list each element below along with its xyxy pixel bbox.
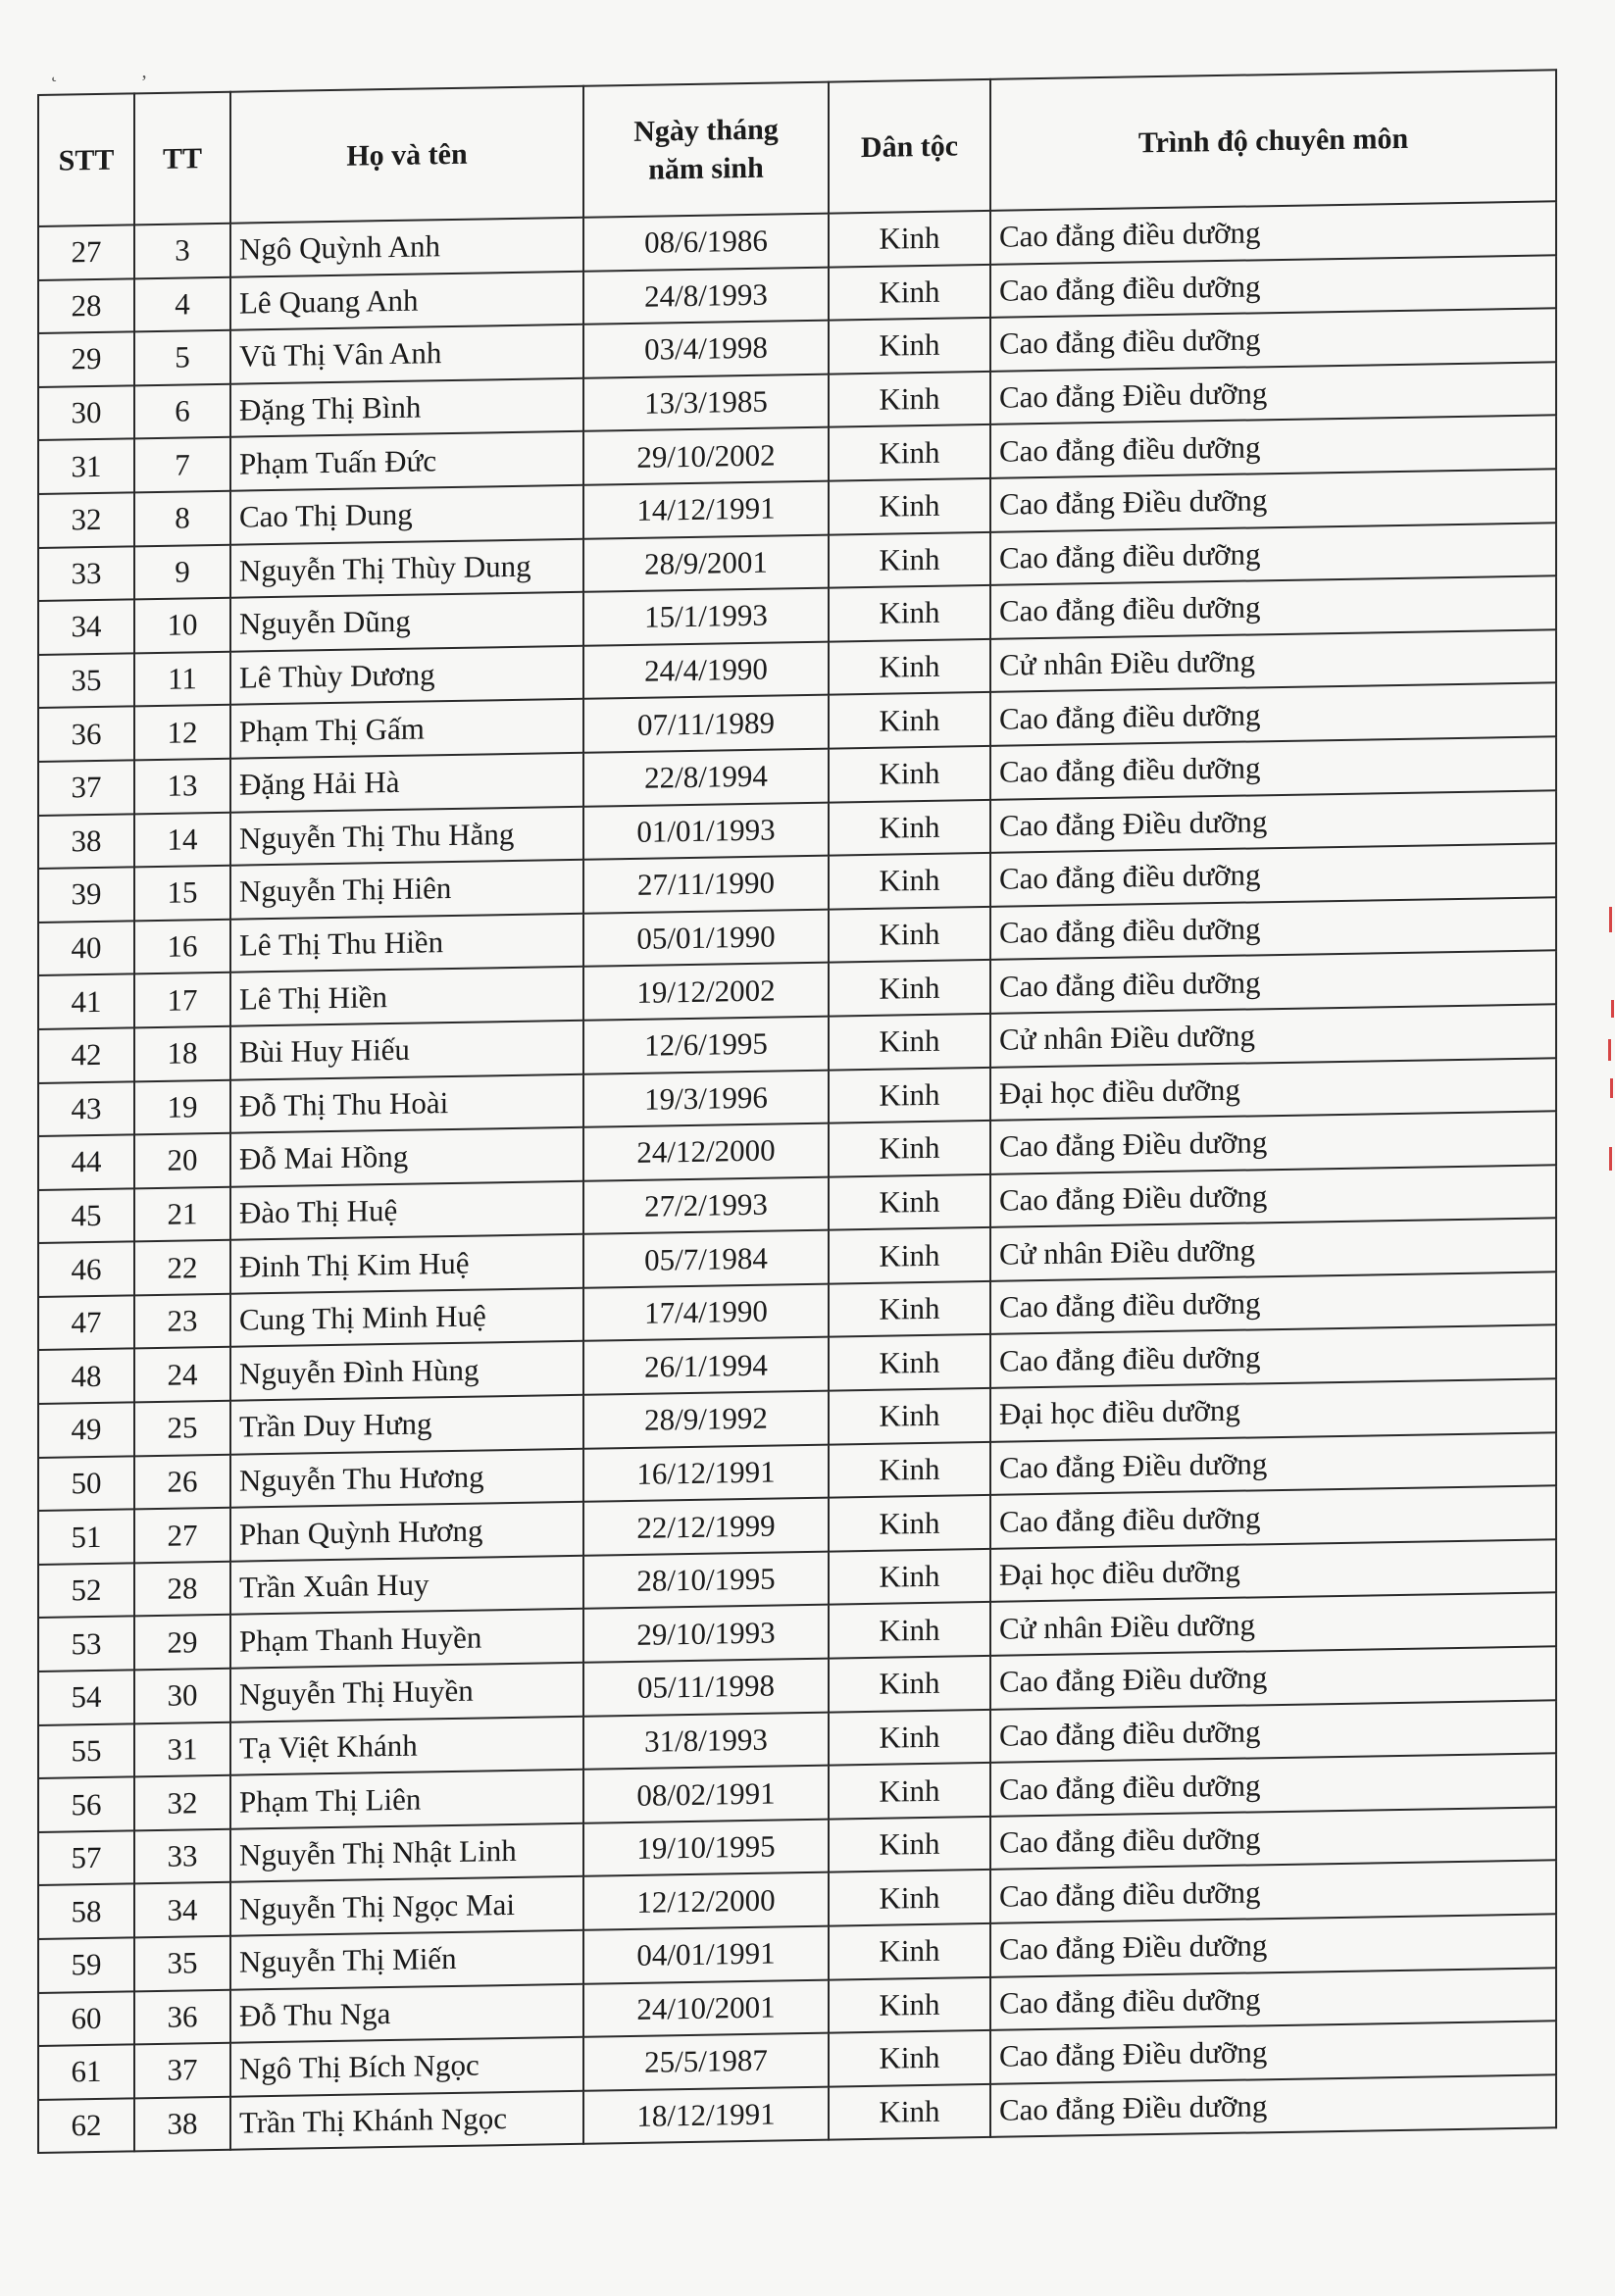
cell-dob: 31/8/1993: [583, 1712, 829, 1770]
cell-ethnicity: Kinh: [829, 1656, 990, 1712]
cell-dob: 28/9/2001: [583, 534, 829, 592]
cell-tt: 13: [134, 759, 230, 814]
cell-name: Phạm Thị Liên: [230, 1770, 583, 1829]
cell-tt: 14: [134, 812, 230, 867]
cell-stt: 58: [38, 1884, 134, 1939]
cell-qualification: Cử nhân Điều dưỡng: [990, 629, 1556, 692]
cell-ethnicity: Kinh: [829, 1442, 990, 1498]
cell-name: Nguyễn Thị Thu Hằng: [230, 806, 583, 866]
cell-qualification: Cao đẳng Điều dưỡng: [990, 1111, 1556, 1173]
cell-ethnicity: Kinh: [829, 1870, 990, 1925]
cell-stt: 53: [38, 1617, 134, 1672]
cell-name: Lê Quang Anh: [230, 271, 583, 330]
cell-tt: 36: [134, 1989, 230, 2044]
cell-name: Đỗ Thị Thu Hoài: [230, 1073, 583, 1133]
cell-qualification: Cử nhân Điều dưỡng: [990, 1004, 1556, 1067]
cell-ethnicity: Kinh: [829, 1602, 990, 1658]
red-edge-mark: [1609, 907, 1612, 932]
cell-stt: 49: [38, 1402, 134, 1457]
cell-stt: 55: [38, 1723, 134, 1778]
cell-ethnicity: Kinh: [829, 907, 990, 963]
cell-tt: 29: [134, 1615, 230, 1670]
cell-tt: 20: [134, 1133, 230, 1188]
cell-dob: 24/10/2001: [583, 1979, 829, 2037]
cell-tt: 26: [134, 1454, 230, 1509]
cell-tt: 28: [134, 1562, 230, 1617]
cell-ethnicity: Kinh: [829, 1388, 990, 1444]
cell-tt: 15: [134, 866, 230, 921]
cell-qualification: Cao đẳng điều dưỡng: [990, 736, 1556, 799]
cell-name: Phạm Thị Gấm: [230, 699, 583, 759]
cell-tt: 11: [134, 651, 230, 706]
cell-ethnicity: Kinh: [829, 1923, 990, 1979]
cell-tt: 6: [134, 384, 230, 439]
cell-stt: 45: [38, 1188, 134, 1243]
cell-qualification: Cao đẳng Điều dưỡng: [990, 790, 1556, 853]
cell-ethnicity: Kinh: [829, 478, 990, 534]
cell-dob: 28/10/1995: [583, 1551, 829, 1609]
cell-qualification: Cao đẳng điều dưỡng: [990, 897, 1556, 960]
cell-name: Trần Thị Khánh Ngọc: [230, 2091, 583, 2151]
cell-stt: 41: [38, 974, 134, 1029]
cell-dob: 29/10/1993: [583, 1605, 829, 1663]
cell-tt: 9: [134, 544, 230, 599]
cell-tt: 5: [134, 330, 230, 385]
cell-ethnicity: Kinh: [829, 1763, 990, 1819]
cell-stt: 52: [38, 1563, 134, 1618]
header-dob: [583, 82, 829, 218]
cell-dob: 24/12/2000: [583, 1123, 829, 1181]
cell-qualification: Cao đẳng Điều dưỡng: [990, 1914, 1556, 1976]
cell-stt: 59: [38, 1937, 134, 1992]
cell-name: Nguyễn Thị Huyền: [230, 1663, 583, 1722]
cell-name: Nguyễn Dũng: [230, 592, 583, 652]
cell-ethnicity: Kinh: [829, 853, 990, 909]
cell-tt: 19: [134, 1079, 230, 1134]
cell-qualification: Đại học điều dưỡng: [990, 1378, 1556, 1441]
cell-ethnicity: Kinh: [829, 1976, 990, 2032]
cell-stt: 33: [38, 546, 134, 601]
cell-qualification: Cao đẳng điều dưỡng: [990, 1754, 1556, 1817]
cell-stt: 60: [38, 1991, 134, 2046]
cell-tt: 16: [134, 919, 230, 973]
cell-name: Vũ Thị Vân Anh: [230, 324, 583, 384]
header-tt: TT: [134, 92, 230, 225]
cell-ethnicity: Kinh: [829, 1014, 990, 1070]
cell-ethnicity: Kinh: [829, 1549, 990, 1605]
cell-qualification: Cao đẳng Điều dưỡng: [990, 362, 1556, 424]
cell-qualification: Đại học điều dưỡng: [990, 1539, 1556, 1602]
cell-name: Lê Thị Hiền: [230, 967, 583, 1026]
cell-qualification: Đại học điều dưỡng: [990, 1058, 1556, 1121]
cell-qualification: Cao đẳng Điều dưỡng: [990, 2074, 1556, 2137]
cell-ethnicity: Kinh: [829, 1227, 990, 1283]
cell-name: Bùi Huy Hiếu: [230, 1021, 583, 1080]
cell-dob: 19/10/1995: [583, 1819, 829, 1876]
cell-qualification: Cao đẳng điều dưỡng: [990, 201, 1556, 264]
cell-qualification: Cao đẳng điều dưỡng: [990, 1861, 1556, 1923]
cell-dob: 05/11/1998: [583, 1659, 829, 1717]
header-name: Họ và tên: [230, 86, 583, 224]
cell-stt: 38: [38, 814, 134, 869]
cell-name: Lê Thùy Dương: [230, 646, 583, 706]
staff-table: [37, 69, 1557, 2154]
header-dob-line2: năm sinh: [648, 151, 764, 186]
cell-qualification: Cao đẳng Điều dưỡng: [990, 1646, 1556, 1709]
cell-stt: 37: [38, 760, 134, 815]
cell-tt: 34: [134, 1882, 230, 1937]
cell-stt: 56: [38, 1777, 134, 1832]
cell-qualification: Cao đẳng Điều dưỡng: [990, 1165, 1556, 1227]
cell-stt: 57: [38, 1830, 134, 1885]
cell-qualification: Cao đẳng điều dưỡng: [990, 1807, 1556, 1870]
cell-qualification: Cao đẳng Điều dưỡng: [990, 1432, 1556, 1495]
cell-ethnicity: Kinh: [829, 1495, 990, 1551]
cell-tt: 7: [134, 437, 230, 492]
cell-name: Ngô Quỳnh Anh: [230, 218, 583, 277]
cell-dob: 28/9/1992: [583, 1391, 829, 1449]
cell-dob: 14/12/1991: [583, 481, 829, 539]
cell-tt: 22: [134, 1240, 230, 1295]
cell-tt: 18: [134, 1026, 230, 1081]
cell-dob: 22/12/1999: [583, 1498, 829, 1556]
cell-ethnicity: Kinh: [829, 264, 990, 320]
cell-tt: 37: [134, 2043, 230, 2098]
cell-stt: 29: [38, 332, 134, 387]
cell-stt: 40: [38, 921, 134, 975]
cell-tt: 8: [134, 491, 230, 546]
header-ethnicity: Dân tộc: [829, 79, 990, 214]
cell-stt: 27: [38, 225, 134, 279]
cell-dob: 08/6/1986: [583, 214, 829, 272]
cell-dob: 24/4/1990: [583, 641, 829, 699]
cell-stt: 43: [38, 1081, 134, 1136]
cell-stt: 39: [38, 867, 134, 922]
cell-tt: 17: [134, 973, 230, 1027]
cell-qualification: Cao đẳng điều dưỡng: [990, 575, 1556, 638]
cell-qualification: Cao đẳng điều dưỡng: [990, 1486, 1556, 1549]
cell-name: Cao Thị Dung: [230, 485, 583, 545]
cell-qualification: Cao đẳng điều dưỡng: [990, 683, 1556, 746]
cell-name: Nguyễn Thị Miến: [230, 1930, 583, 1990]
cell-dob: 19/12/2002: [583, 963, 829, 1021]
table-body: [38, 201, 1556, 2153]
cell-ethnicity: Kinh: [829, 639, 990, 695]
cell-ethnicity: Kinh: [829, 1817, 990, 1872]
scan-marks: ˛ ‚: [51, 61, 187, 82]
cell-ethnicity: Kinh: [829, 1067, 990, 1123]
cell-name: Ngô Thị Bích Ngọc: [230, 2037, 583, 2097]
cell-stt: 44: [38, 1134, 134, 1189]
cell-dob: 01/01/1993: [583, 802, 829, 860]
cell-stt: 47: [38, 1295, 134, 1350]
cell-qualification: Cao đẳng điều dưỡng: [990, 1968, 1556, 2030]
cell-dob: 17/4/1990: [583, 1283, 829, 1341]
cell-qualification: Cao đẳng điều dưỡng: [990, 523, 1556, 585]
cell-stt: 28: [38, 278, 134, 333]
cell-stt: 61: [38, 2045, 134, 2100]
cell-qualification: Cử nhân Điều dưỡng: [990, 1593, 1556, 1656]
cell-name: Đào Thị Huệ: [230, 1180, 583, 1240]
cell-qualification: Cao đẳng Điều dưỡng: [990, 469, 1556, 531]
cell-stt: 51: [38, 1510, 134, 1565]
cell-qualification: Cao đẳng điều dưỡng: [990, 1325, 1556, 1388]
cell-tt: 4: [134, 276, 230, 331]
cell-tt: 21: [134, 1186, 230, 1241]
cell-qualification: Cao đẳng điều dưỡng: [990, 309, 1556, 372]
cell-name: Nguyễn Thị Ngọc Mai: [230, 1876, 583, 1936]
cell-ethnicity: Kinh: [829, 1174, 990, 1230]
cell-ethnicity: Kinh: [829, 1121, 990, 1176]
cell-tt: 25: [134, 1401, 230, 1456]
cell-ethnicity: Kinh: [829, 692, 990, 748]
cell-ethnicity: Kinh: [829, 1710, 990, 1766]
cell-ethnicity: Kinh: [829, 2030, 990, 2086]
cell-name: Nguyễn Thị Thùy Dung: [230, 538, 583, 598]
cell-ethnicity: Kinh: [829, 960, 990, 1016]
cell-tt: 38: [134, 2097, 230, 2152]
cell-ethnicity: Kinh: [829, 2084, 990, 2140]
cell-tt: 30: [134, 1669, 230, 1723]
cell-dob: 16/12/1991: [583, 1444, 829, 1502]
cell-dob: 19/3/1996: [583, 1070, 829, 1127]
cell-tt: 10: [134, 598, 230, 653]
cell-ethnicity: Kinh: [829, 1334, 990, 1390]
cell-stt: 42: [38, 1027, 134, 1082]
cell-tt: 27: [134, 1508, 230, 1563]
cell-stt: 36: [38, 707, 134, 762]
cell-name: Phạm Thanh Huyền: [230, 1609, 583, 1669]
cell-name: Đỗ Mai Hồng: [230, 1127, 583, 1187]
cell-ethnicity: Kinh: [829, 318, 990, 374]
cell-stt: 48: [38, 1349, 134, 1404]
cell-tt: 32: [134, 1775, 230, 1830]
cell-qualification: Cao đẳng Điều dưỡng: [990, 2021, 1556, 2084]
cell-dob: 27/2/1993: [583, 1176, 829, 1234]
cell-stt: 32: [38, 492, 134, 547]
cell-ethnicity: Kinh: [829, 746, 990, 802]
cell-dob: 04/01/1991: [583, 1926, 829, 1984]
cell-ethnicity: Kinh: [829, 424, 990, 480]
header-qualification: Trình độ chuyên môn: [990, 70, 1556, 211]
cell-ethnicity: Kinh: [829, 1281, 990, 1337]
cell-stt: 54: [38, 1670, 134, 1724]
cell-name: Đinh Thị Kim Huệ: [230, 1234, 583, 1294]
cell-dob: 25/5/1987: [583, 2033, 829, 2091]
cell-stt: 46: [38, 1242, 134, 1297]
cell-ethnicity: Kinh: [829, 531, 990, 587]
cell-stt: 50: [38, 1456, 134, 1511]
cell-dob: 08/02/1991: [583, 1766, 829, 1823]
cell-name: Phạm Tuấn Đức: [230, 431, 583, 491]
cell-tt: 33: [134, 1829, 230, 1884]
red-edge-mark: [1608, 1039, 1611, 1061]
cell-ethnicity: Kinh: [829, 211, 990, 267]
cell-dob: 29/10/2002: [583, 427, 829, 485]
cell-name: Cung Thị Minh Huệ: [230, 1288, 583, 1348]
cell-qualification: Cử nhân Điều dưỡng: [990, 1219, 1556, 1281]
cell-stt: 34: [38, 600, 134, 655]
header-dob-line1: Ngày tháng: [633, 113, 779, 148]
cell-name: Nguyễn Đình Hùng: [230, 1341, 583, 1401]
cell-dob: 22/8/1994: [583, 749, 829, 807]
header-stt: STT: [38, 93, 134, 226]
cell-name: Lê Thị Thu Hiền: [230, 913, 583, 973]
cell-dob: 03/4/1998: [583, 321, 829, 378]
cell-qualification: Cao đẳng điều dưỡng: [990, 951, 1556, 1014]
cell-name: Trần Duy Hưng: [230, 1395, 583, 1455]
cell-qualification: Cao đẳng điều dưỡng: [990, 416, 1556, 478]
cell-ethnicity: Kinh: [829, 799, 990, 855]
cell-dob: 13/3/1985: [583, 374, 829, 431]
cell-tt: 35: [134, 1936, 230, 1991]
cell-qualification: Cao đẳng điều dưỡng: [990, 1272, 1556, 1334]
cell-dob: 05/7/1984: [583, 1230, 829, 1288]
cell-name: Tạ Việt Khánh: [230, 1716, 583, 1775]
cell-dob: 27/11/1990: [583, 856, 829, 914]
red-edge-mark: [1610, 1078, 1613, 1098]
cell-name: Đỗ Thu Nga: [230, 1983, 583, 2043]
red-edge-mark: [1611, 1000, 1614, 1018]
cell-tt: 23: [134, 1294, 230, 1349]
cell-dob: 12/12/2000: [583, 1872, 829, 1930]
cell-dob: 15/1/1993: [583, 588, 829, 646]
cell-dob: 18/12/1991: [583, 2086, 829, 2144]
cell-name: Nguyễn Thị Hiên: [230, 860, 583, 920]
cell-tt: 3: [134, 224, 230, 278]
cell-ethnicity: Kinh: [829, 585, 990, 641]
cell-qualification: Cao đẳng điều dưỡng: [990, 255, 1556, 318]
cell-dob: 26/1/1994: [583, 1337, 829, 1395]
cell-dob: 07/11/1989: [583, 695, 829, 753]
table-header-row: [38, 70, 1556, 226]
cell-name: Nguyễn Thu Hương: [230, 1448, 583, 1508]
cell-name: Phan Quỳnh Hương: [230, 1502, 583, 1562]
cell-tt: 31: [134, 1722, 230, 1776]
cell-stt: 35: [38, 653, 134, 708]
cell-stt: 31: [38, 439, 134, 494]
cell-dob: 05/01/1990: [583, 909, 829, 967]
cell-name: Trần Xuân Huy: [230, 1556, 583, 1616]
cell-ethnicity: Kinh: [829, 372, 990, 427]
cell-tt: 12: [134, 705, 230, 760]
cell-name: Đặng Thị Bình: [230, 378, 583, 438]
cell-name: Đặng Hải Hà: [230, 753, 583, 813]
cell-stt: 30: [38, 385, 134, 440]
cell-qualification: Cao đẳng điều dưỡng: [990, 843, 1556, 906]
cell-dob: 24/8/1993: [583, 267, 829, 324]
cell-stt: 62: [38, 2098, 134, 2153]
cell-dob: 12/6/1995: [583, 1017, 829, 1074]
cell-qualification: Cao đẳng điều dưỡng: [990, 1700, 1556, 1763]
red-edge-mark: [1609, 1147, 1612, 1171]
cell-tt: 24: [134, 1347, 230, 1402]
cell-name: Nguyễn Thị Nhật Linh: [230, 1823, 583, 1883]
